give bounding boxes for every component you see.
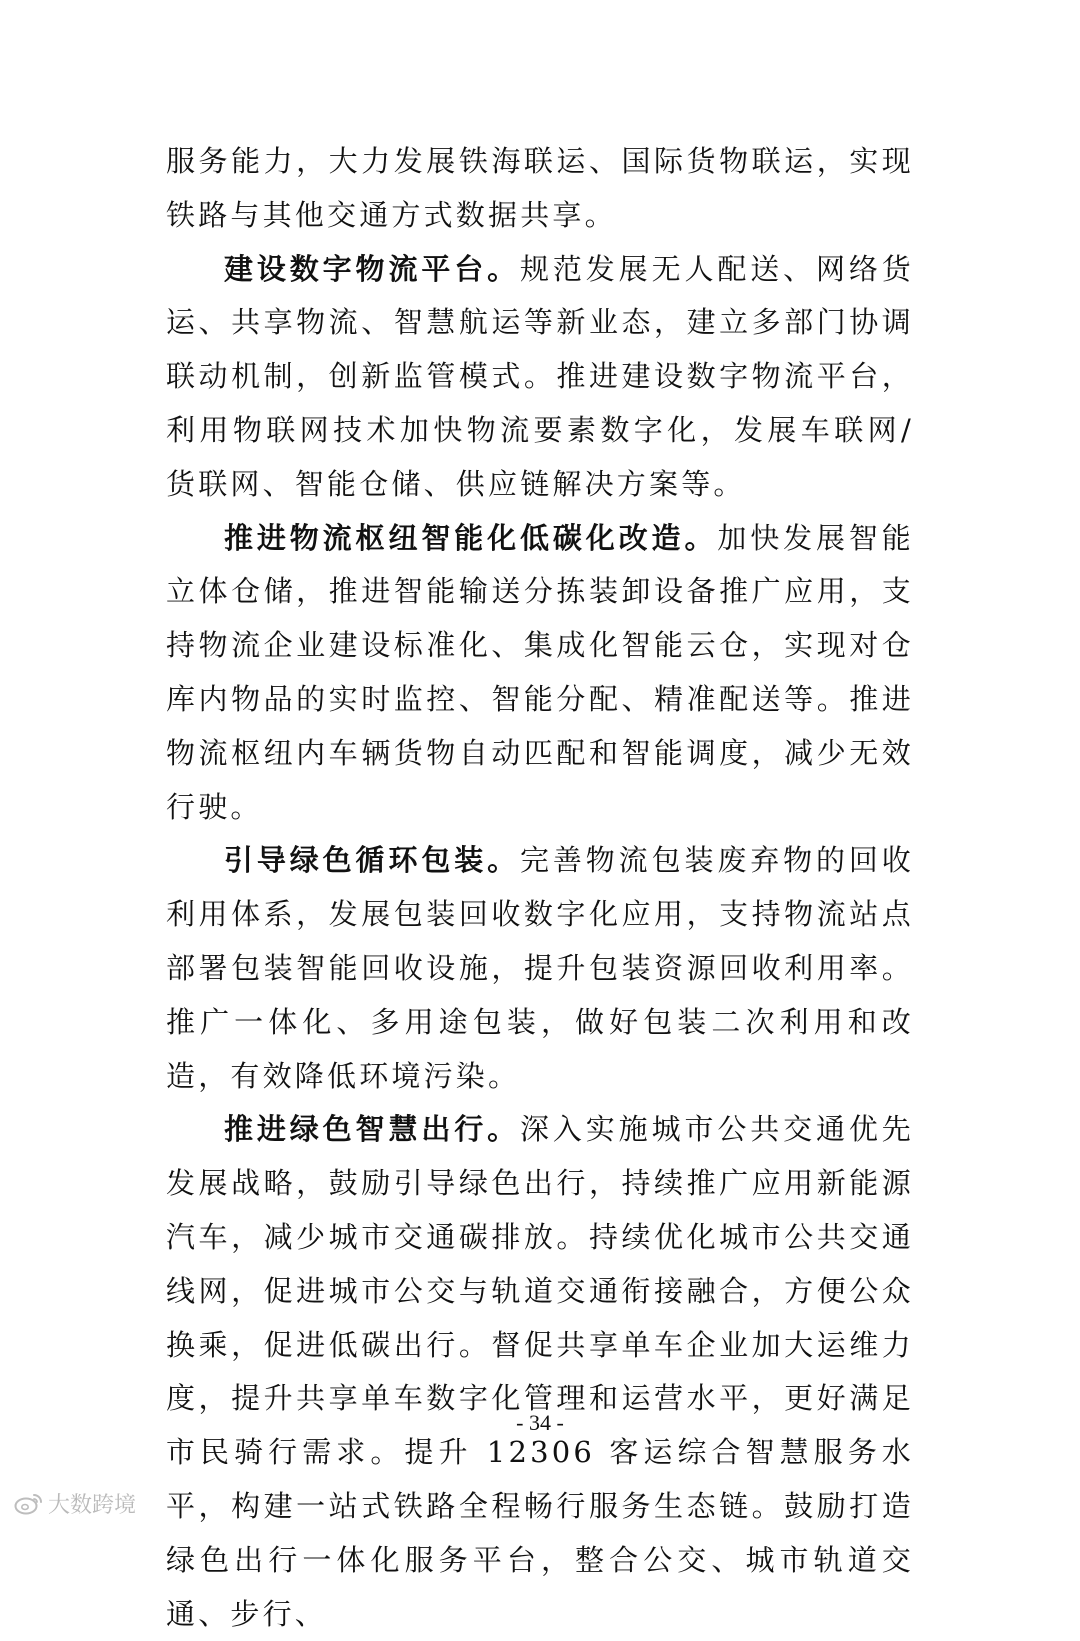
paragraph-green-mobility [166, 1103, 914, 1641]
paragraph-text: 规范发展无人配送、网络货运、共享物流、智慧航运等新业态，建立多部门协调联动机制，创新监管模式。推进建设数字物流平台，利用物联网技术加快物流要素数字化，发展车联网/货联网、智能仓储、供应链解决方案等。 [166, 251, 914, 501]
watermark-text: 大数跨境 [48, 1493, 137, 1518]
paragraph-text: 完善物流包装废弃物的回收利用体系，发展包装回收数字化应用，支持物流站点部署包装智能回收设施，提升包装资源回收利用率。推广一体化、多用途包装，做好包装二次利用和改造，有效降低环境污染。 [166, 843, 914, 1093]
paragraph-heading: 建设数字物流平台。 [224, 251, 521, 286]
watermark [14, 1488, 136, 1519]
paragraph-continuation [166, 135, 914, 243]
paragraph-text: 加快发展智能立体仓储，推进智能输送分拣装卸设备推广应用，支持物流企业建设标准化、集成化智能云仓，实现对仓库内物品的实时监控、智能分配、精准配送等。推进物流枢纽内车辆货物自动匹配和智能调度，减少无效行驶。 [166, 520, 914, 824]
weibo-logo-icon [14, 1492, 44, 1516]
paragraph-heading: 引导绿色循环包装。 [224, 843, 521, 878]
paragraph-green-packaging [166, 834, 914, 1103]
paragraph-text: 服务能力，大力发展铁海联运、国际货物联运，实现铁路与其他交通方式数据共享。 [166, 144, 914, 232]
paragraph-heading: 推进绿色智慧出行。 [224, 1112, 521, 1147]
paragraph-text: 深入实施城市公共交通优先发展战略，鼓励引导绿色出行，持续推广应用新能源汽车，减少城市交通碳排放。持续优化城市公共交通线网，促进城市公交与轨道交通衔接融合，方便公众换乘，促进低碳出行。督促共享单车企业加大运维力度，提升共享单车数字化管理和运营水平，更好满足市民骑行需求。提升 12306 客运综合智慧服务水平，构建一站式铁路全程畅行服务生态链。鼓励打造绿色出行一体化服务平台，整合公交、城市轨道交通、步行、 [166, 1112, 914, 1631]
paragraph-digital-logistics-platform [166, 243, 914, 512]
paragraph-heading: 推进物流枢纽智能化低碳化改造。 [224, 520, 718, 555]
page-number: - 34 - [516, 1410, 564, 1435]
paragraph-logistics-hub [166, 512, 914, 835]
